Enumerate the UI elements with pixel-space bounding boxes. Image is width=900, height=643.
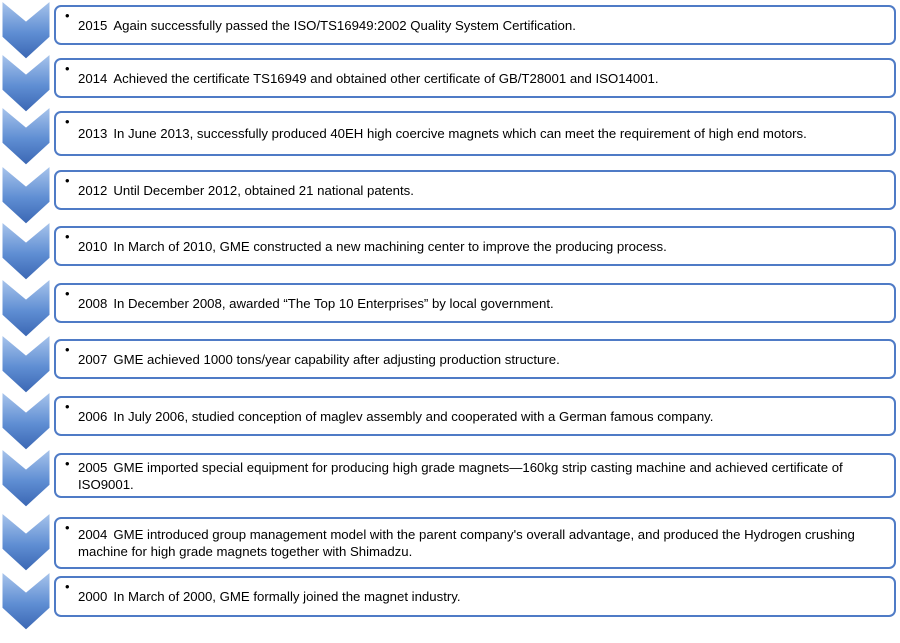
milestone-year: 2004 (78, 527, 108, 542)
milestone-year: 2012 (78, 182, 108, 198)
milestone-text: GME achieved 1000 tons/year capability after adjusting production structure. (113, 351, 560, 367)
chevron-arrow-2012 (2, 166, 50, 224)
milestone-content (78, 408, 886, 425)
chevron-arrow-2007 (2, 335, 50, 393)
chevron-arrow-2014 (2, 54, 50, 112)
bullet-icon: • (65, 173, 70, 188)
chevron-arrow-2005 (2, 449, 50, 507)
milestone-box-2015 (54, 5, 896, 45)
bullet-icon: • (65, 286, 70, 301)
chevron-arrow-2006 (2, 392, 50, 450)
bullet-icon: • (65, 342, 70, 357)
bullet-icon: • (65, 229, 70, 244)
bullet-icon: • (65, 114, 70, 129)
milestone-year: 2006 (78, 408, 108, 424)
bullet-icon: • (65, 399, 70, 414)
milestone-text: In July 2006, studied conception of maglev assembly and cooperated with a German famous company. (113, 408, 714, 424)
bullet-icon: • (65, 579, 70, 594)
milestone-text: In March of 2010, GME constructed a new machining center to improve the producing process. (113, 238, 667, 254)
milestone-content (78, 182, 886, 199)
milestone-content (78, 526, 886, 560)
milestone-year: 2015 (78, 17, 108, 33)
milestone-year: 2014 (78, 70, 108, 86)
chevron-column (0, 0, 54, 643)
milestone-box-2000 (54, 576, 896, 617)
bullet-icon: • (65, 520, 70, 535)
milestone-content (78, 351, 886, 368)
milestone-year: 2008 (78, 295, 108, 311)
milestone-year: 2005 (78, 459, 108, 475)
milestone-text: Again successfully passed the ISO/TS16949:2002 Quality System Certification. (113, 17, 576, 33)
milestone-content (78, 125, 886, 142)
milestone-box-2006 (54, 396, 896, 436)
chevron-arrow-2013 (2, 107, 50, 165)
milestone-box-2005 (54, 453, 896, 498)
milestone-box-2004 (54, 517, 896, 569)
milestone-text: GME imported special equipment for producing high grade magnets—160kg strip casting machine and achieved certificate of ISO9001. (78, 459, 843, 492)
milestone-content (78, 588, 886, 605)
milestone-content (78, 70, 886, 87)
milestone-year: 2010 (78, 238, 108, 254)
milestone-text: Until December 2012, obtained 21 national patents. (113, 182, 414, 198)
milestone-content (78, 459, 886, 493)
milestone-text: In December 2008, awarded “The Top 10 Enterprises” by local government. (113, 295, 554, 311)
bullet-icon: • (65, 456, 70, 471)
chevron-arrow-2000 (2, 572, 50, 630)
milestone-box-2008 (54, 283, 896, 323)
milestone-box-2007 (54, 339, 896, 379)
bullet-icon: • (65, 8, 70, 23)
chevron-arrow-2008 (2, 279, 50, 337)
milestone-text: Achieved the certificate TS16949 and obtained other certificate of GB/T28001 and ISO14001. (113, 70, 659, 86)
milestone-text: GME introduced group management model with the parent company's overall advantage, and produced the Hydrogen crushing machine for high grade magnets together with Shimadzu. (78, 527, 855, 559)
milestone-year: 2013 (78, 126, 108, 141)
milestone-content (78, 295, 886, 312)
milestone-box-2013 (54, 111, 896, 156)
milestone-year: 2000 (78, 589, 108, 604)
chevron-arrow-2004 (2, 513, 50, 571)
bullet-icon: • (65, 61, 70, 76)
milestone-box-2010 (54, 226, 896, 266)
chevron-arrow-2010 (2, 222, 50, 280)
chevron-arrow-2015 (2, 1, 50, 59)
milestone-content (78, 17, 886, 34)
milestone-year: 2007 (78, 351, 108, 367)
milestone-text: In March of 2000, GME formally joined the magnet industry. (113, 589, 461, 604)
milestone-box-2012 (54, 170, 896, 210)
milestone-content (78, 238, 886, 255)
milestone-box-2014 (54, 58, 896, 98)
milestone-text: In June 2013, successfully produced 40EH high coercive magnets which can meet the requirement of high end motors. (113, 126, 807, 141)
